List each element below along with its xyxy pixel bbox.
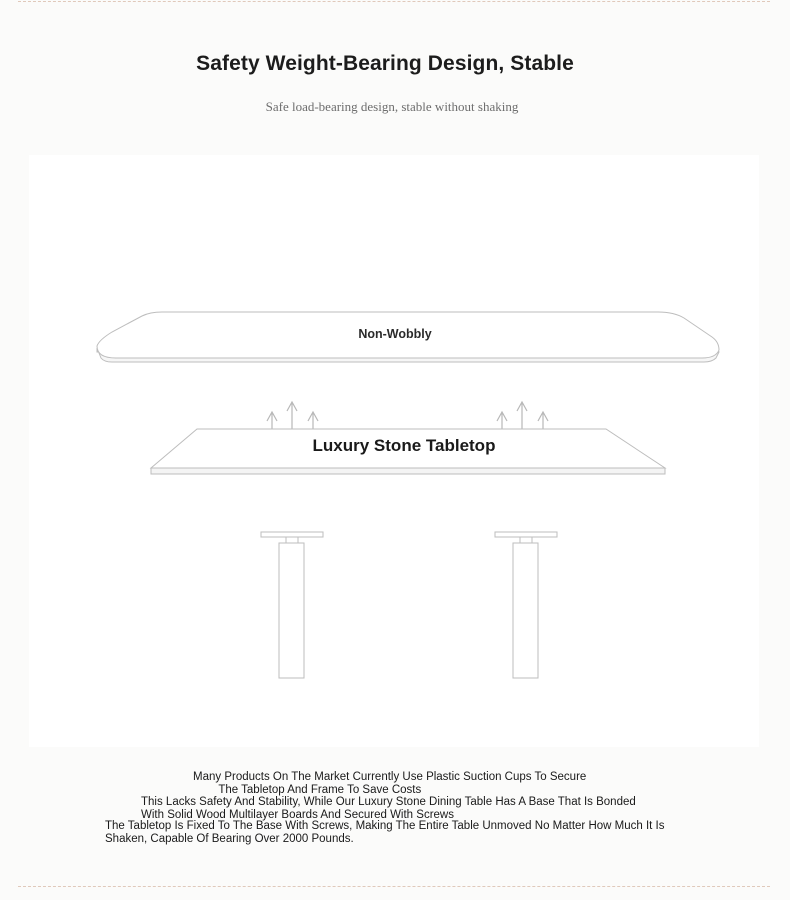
- tabletop-label: Luxury Stone Tabletop: [312, 436, 496, 455]
- page-title: Safety Weight-Bearing Design, Stable: [196, 52, 574, 75]
- description-paragraph-3: The Tabletop Is Fixed To The Base With Screws, Making The Entire Table Unmoved No Matter How Much It Is Shaken, Capable Of Bearing Over 2000 Pounds.: [105, 820, 665, 845]
- bottom-divider: [18, 886, 770, 887]
- right-leg: [495, 532, 557, 678]
- description-paragraph-1: Many Products On The Market Currently Use Plastic Suction Cups To Secure The Tabletop And Frame To Save Costs: [193, 771, 587, 796]
- left-leg: [261, 532, 323, 678]
- description-paragraph-2: This Lacks Safety And Stability, While Our Luxury Stone Dining Table Has A Base That Is Bonded With Solid Wood Multilayer Boards And Secured With Screws: [141, 796, 636, 821]
- page-subtitle: Safe load-bearing design, stable without shaking: [265, 99, 519, 114]
- non-wobbly-label: Non-Wobbly: [358, 327, 432, 341]
